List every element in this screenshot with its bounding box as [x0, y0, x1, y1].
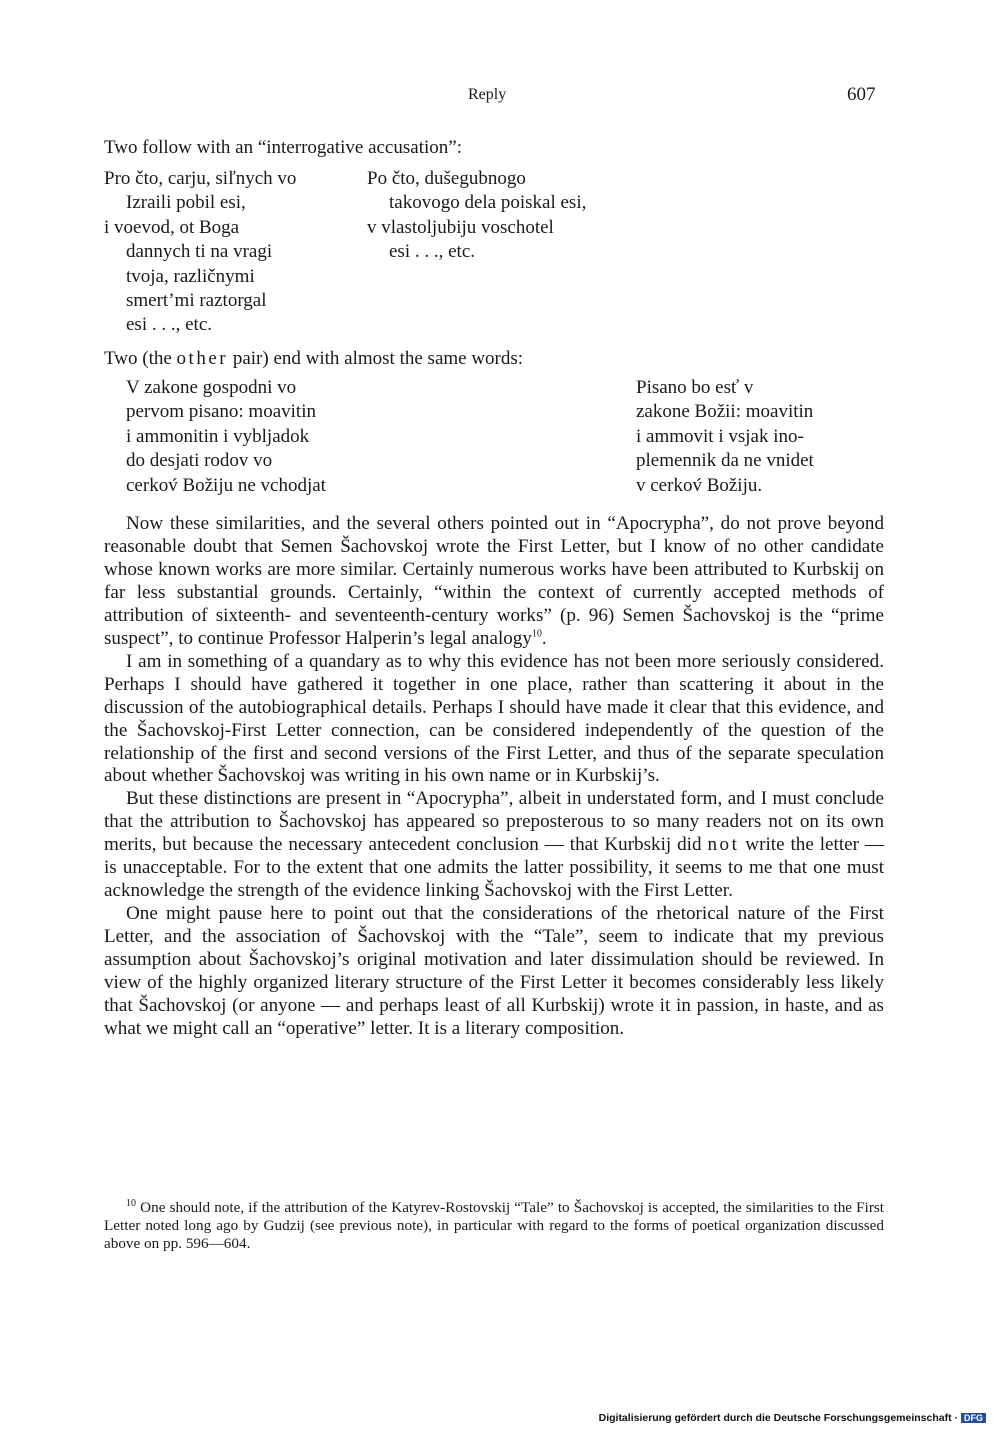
digitization-text: Digitalisierung gefördert durch die Deutsche Forschungsgemeinschaft · — [598, 1412, 958, 1424]
verse-line: i voevod, ot Boga — [104, 216, 240, 238]
paragraph — [104, 513, 884, 651]
verse-line: smert’mi raztorgal — [126, 290, 267, 312]
verse-block-right-1 — [367, 167, 586, 265]
verse-block-left-2 — [126, 376, 326, 498]
verse-block-right-2 — [636, 376, 814, 498]
paragraph-text: write the letter — is unacceptable. For to the extent that one admits the latter possibility, it seems to me that one must acknowledge the strength of the evidence linking Šachovskoj with the First Letter. — [104, 834, 884, 902]
digitization-notice — [599, 1412, 986, 1424]
intro-emphasis: other — [176, 348, 229, 369]
verse-line: cerkov́ Božiju ne vchodjat — [126, 474, 326, 496]
page-number: 607 — [847, 84, 876, 105]
verse-line: v cerkov́ Božiju. — [636, 474, 763, 496]
intro-text: pair) end with almost the same words: — [228, 348, 524, 369]
body-text — [104, 513, 884, 1041]
footnote — [104, 1199, 884, 1252]
verse-line: esi . . ., etc. — [126, 314, 213, 336]
verse-line: do desjati rodov vo — [126, 450, 273, 472]
emphasis-text: not — [707, 834, 740, 856]
paragraph: I am in something of a quandary as to why this evidence has not been more seriously considered. Perhaps I should have gathered it together in one place, rather than scattering it about in the discussion of the autobiographical details. Perhaps I should have made it clear that this evidence, and the Šachovskoj-First Letter connection, can be considered independently of the question of the relationship of the first and second versions of the First Letter, and thus of the separate speculation about whether Šachovskoj was writing in his own name or in Kurbskij’s. — [104, 650, 884, 787]
intro-text: Two (the — [104, 348, 177, 369]
running-title: Reply — [468, 86, 507, 103]
paragraph-text: Now these similarities, and the several others pointed out in “Apocrypha”, do not prove beyond reasonable doubt that Semen Šachovskoj wrote the First Letter, but I know of no other candidate whose known works are more similar. Certainly numerous works have been attributed to Kurbskij on far less substantial grounds. Certainly, “within the context of currently accepted methods of attribution of sixteenth- and seventeenth-century works” (p. 96) Semen Šachovskoj is the “prime suspect”, to continue Professor Halperin’s legal analogy — [104, 513, 884, 649]
verse-line: tvoja, različnymi — [126, 265, 255, 287]
verse-line: v vlastoljubiju voschotel — [367, 216, 554, 238]
verse-line: Pro čto, carju, siľnych vo — [104, 168, 297, 189]
footnote-text: One should note, if the attribution of the Katyrev-Rostovskij “Tale” to Šachovskoj is accepted, the similarities to the First Letter noted long ago by Gudzij (see previous note), in particular with regard to the forms of poetical organization discussed above on pp. 596—604. — [104, 1199, 885, 1252]
paragraph-text: But these distinctions are present in “Apocrypha”, albeit in understated form, and I must conclude that the attribution to Šachovskoj has appeared so preposterous to so many readers not on its own merits, but because the necessary antecedent conclusion — that Kurbskij did — [104, 788, 884, 856]
verse-line: Pisano bo esť v — [636, 377, 754, 398]
dfg-logo: DFG — [961, 1413, 986, 1423]
paragraph-text: . — [541, 627, 547, 649]
verse-line: Po čto, dušegubnogo — [367, 168, 526, 189]
section-1-intro: Two follow with an “interrogative accusation”: — [104, 137, 462, 158]
verse-line: V zakone gospodni vo — [126, 377, 297, 398]
verse-line: takovogo dela poiskal esi, — [389, 192, 587, 214]
verse-line: i ammonitin i vybljadok — [126, 425, 310, 447]
verse-line: plemennik da ne vnidet — [636, 450, 814, 472]
footnote-ref[interactable]: 10 — [531, 628, 542, 640]
footnote-marker: 10 — [126, 1197, 136, 1209]
paragraph — [104, 788, 884, 903]
verse-line: pervom pisano: moavitin — [126, 401, 316, 423]
verse-block-left-1 — [104, 167, 296, 338]
section-2-intro — [104, 347, 523, 371]
verse-line: zakone Božii: moavitin — [636, 401, 814, 423]
verse-line: i ammovit i vsjak ino- — [636, 425, 804, 447]
verse-line: Izraili pobil esi, — [126, 192, 246, 214]
paragraph: One might pause here to point out that the considerations of the rhetorical nature of the First Letter, and the association of Šachovskoj with the “Tale”, seem to indicate that my previous assumption about Šachovskoj’s original motivation and later dissimulation should be reviewed. In view of the highly organized literary structure of the First Letter it becomes considerably less likely that Šachovskoj (or anyone — and perhaps least of all Kurbskij) wrote it in passion, in haste, and as what we might call an “operative” letter. It is a literary composition. — [104, 903, 884, 1039]
verse-line: dannych ti na vragi — [126, 241, 273, 263]
verse-line: esi . . ., etc. — [389, 241, 476, 263]
